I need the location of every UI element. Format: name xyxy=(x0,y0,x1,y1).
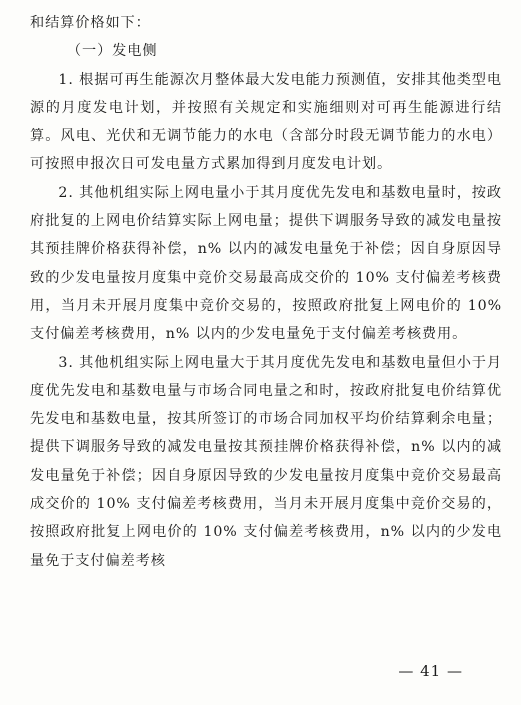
document-body xyxy=(30,9,502,575)
paragraph-1: 1. 根据可再生能源次月整体最大发电能力预测值，安排其他类型电源的月度发电计划，并按照有关规定和实施细则对可再生能源进行结算。风电、光伏和无调节能力的水电（含部分时段无调节能力的水电）可按照申报次日可发电量方式累加得到月度发电计划。 xyxy=(30,71,502,173)
section-heading: （一）发电侧 xyxy=(66,43,158,60)
paragraph-3: 3. 其他机组实际上网电量大于其月度优先发电和基数电量但小于月度优先发电和基数电量与市场合同电量之和时，按政府批复电价结算优先发电和基数电量，按其所签订的市场合同加权平均价结算剩余电量；提供下调服务导致的减发电量按其预挂牌价格获得补偿，n% 以内的减发电量免于补偿；因自身原因导致的少发电量按月度集中竞价交易最高成交价的 10% 支付偏差考核费用，当月未开展月度集中竞价交易的，按照政府批复上网电价的 10% 支付偏差考核费用，n% 以内的少发电量免于支付偏差考核 xyxy=(30,354,502,569)
page-number: — 41 — xyxy=(398,662,463,680)
lead-line: 和结算价格如下： xyxy=(30,15,151,31)
paragraph-2: 2. 其他机组实际上网电量小于其月度优先发电和基数电量时，按政府批复的上网电价结算实际上网电量；提供下调服务导致的减发电量按其预挂牌价格获得补偿，n% 以内的减发电量免于补偿；因自身原因导致的少发电量按月度集中竞价交易最高成交价的 10% 支付偏差考核费用，当月未开展月度集中竞价交易的，按照政府批复上网电价的 10% 支付偏差考核费用，n% 以内的少发电量免于支付偏差考核费用。 xyxy=(30,184,502,343)
